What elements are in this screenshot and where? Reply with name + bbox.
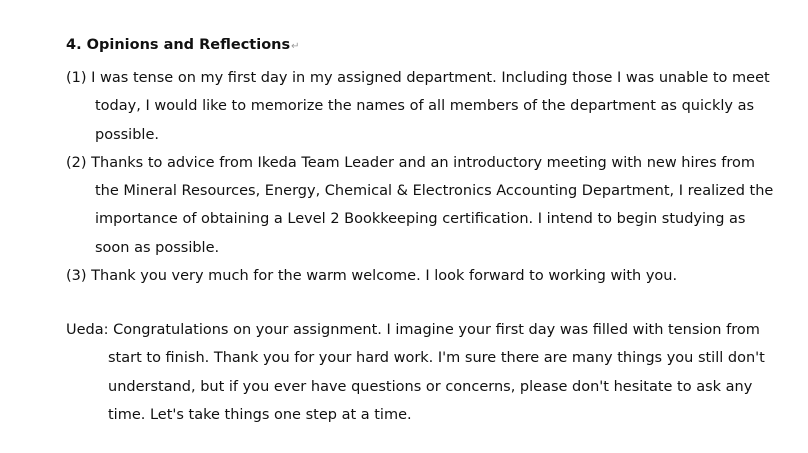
section-heading-text: 4. Opinions and Reflections	[66, 37, 291, 53]
list-item-line: (2) Thanks to advice from Ikeda Team Leader and an introductory meeting with new hires from	[66, 154, 755, 171]
list-item-line: today, I would like to memorize the names of all members of the department as quickly as	[95, 98, 755, 115]
list-item	[66, 64, 770, 149]
list-item-line: soon as possible.	[95, 239, 220, 256]
list-item	[66, 262, 766, 290]
list-item-line: importance of obtaining a Level 2 Bookkeeping certification. I intend to begin studying as	[95, 211, 746, 228]
paragraph-mark-icon: ↵	[291, 41, 300, 52]
comment-line: start to finish. Thank you for your hard work. I'm sure there are many things you still don't	[108, 350, 765, 367]
list-item-line: (1) I was tense on my first day in my assigned department. Including those I was unable to meet	[66, 70, 770, 86]
list-item	[66, 149, 774, 262]
comment-line: understand, but if you ever have questions or concerns, please don't hesitate to ask any	[108, 378, 753, 395]
comment-line: Ueda: Congratulations on your assignment. I imagine your first day was filled with tension from	[66, 322, 760, 338]
list-item-line: possible.	[95, 126, 159, 143]
list-item-line: (3) Thank you very much for the warm welcome. I look forward to working with you.	[66, 268, 678, 285]
list-item-line: the Mineral Resources, Energy, Chemical & Electronics Accounting Department, I realized the	[95, 183, 774, 200]
reflections-list	[66, 64, 774, 290]
comment-line: time. Let's take things one step at a time.	[108, 406, 412, 423]
supervisor-comment	[66, 316, 786, 429]
section-heading	[66, 35, 300, 57]
